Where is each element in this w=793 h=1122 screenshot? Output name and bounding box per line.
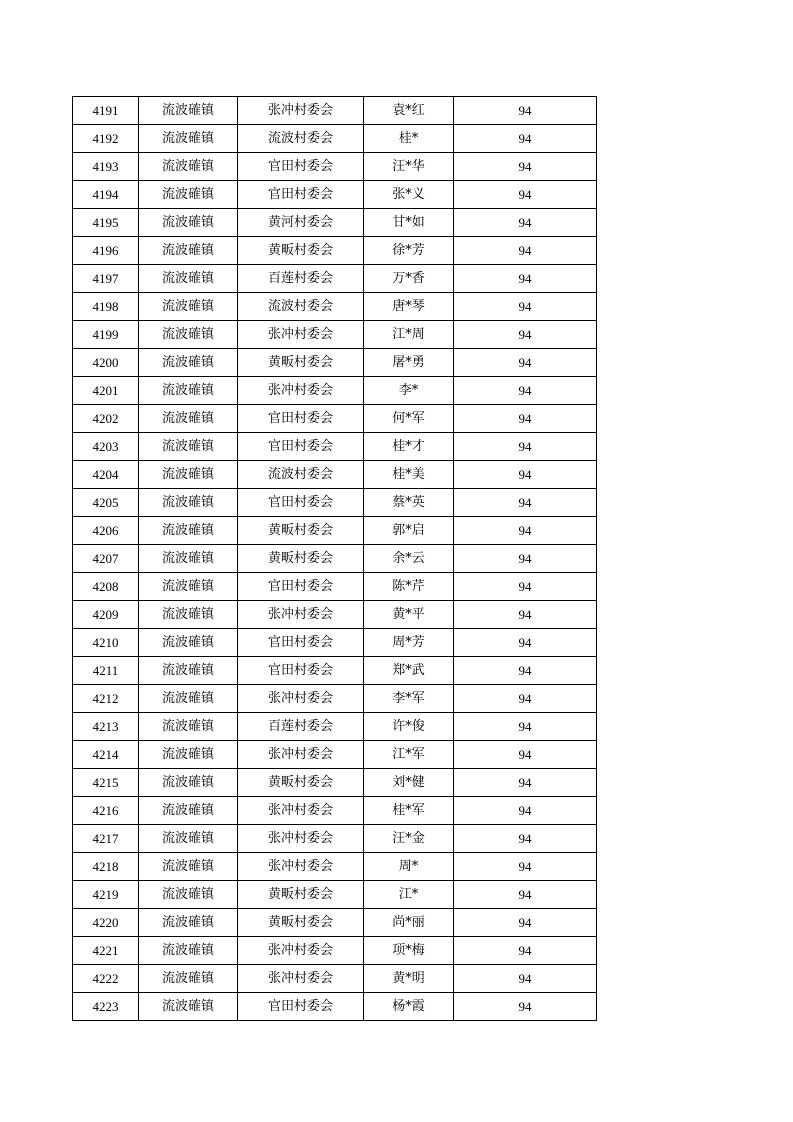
town-cell: 流波確镇 [139,209,238,237]
table-row [73,461,597,489]
town-cell: 流波確镇 [139,937,238,965]
row-number-cell: 4221 [73,937,139,965]
town-cell: 流波確镇 [139,349,238,377]
data-table [72,96,597,1021]
town-cell: 流波確镇 [139,741,238,769]
row-number-cell: 4219 [73,881,139,909]
town-cell: 流波確镇 [139,797,238,825]
score-cell: 94 [454,601,597,629]
name-cell: 汪*华 [364,153,454,181]
score-cell: 94 [454,741,597,769]
row-number-cell: 4214 [73,741,139,769]
name-cell: 万*香 [364,265,454,293]
name-cell: 杨*霞 [364,993,454,1021]
row-number-cell: 4215 [73,769,139,797]
town-cell: 流波確镇 [139,461,238,489]
village-cell: 张冲村委会 [238,377,364,405]
town-cell: 流波確镇 [139,713,238,741]
score-cell: 94 [454,461,597,489]
name-cell: 江*周 [364,321,454,349]
table-body [73,97,597,1021]
town-cell: 流波確镇 [139,405,238,433]
table-row [73,97,597,125]
row-number-cell: 4191 [73,97,139,125]
score-cell: 94 [454,853,597,881]
village-cell: 黄畈村委会 [238,349,364,377]
village-cell: 流波村委会 [238,461,364,489]
row-number-cell: 4207 [73,545,139,573]
score-cell: 94 [454,125,597,153]
town-cell: 流波確镇 [139,125,238,153]
name-cell: 徐*芳 [364,237,454,265]
score-cell: 94 [454,349,597,377]
row-number-cell: 4223 [73,993,139,1021]
score-cell: 94 [454,489,597,517]
village-cell: 黄畈村委会 [238,237,364,265]
table-row [73,405,597,433]
name-cell: 余*云 [364,545,454,573]
name-cell: 黄*明 [364,965,454,993]
town-cell: 流波確镇 [139,629,238,657]
name-cell: 甘*如 [364,209,454,237]
score-cell: 94 [454,209,597,237]
table-row [73,209,597,237]
score-cell: 94 [454,713,597,741]
name-cell: 李* [364,377,454,405]
name-cell: 许*俊 [364,713,454,741]
town-cell: 流波確镇 [139,825,238,853]
row-number-cell: 4211 [73,657,139,685]
name-cell: 何*军 [364,405,454,433]
score-cell: 94 [454,321,597,349]
row-number-cell: 4197 [73,265,139,293]
town-cell: 流波確镇 [139,909,238,937]
village-cell: 张冲村委会 [238,685,364,713]
table-row [73,825,597,853]
town-cell: 流波確镇 [139,265,238,293]
table-row [73,601,597,629]
row-number-cell: 4213 [73,713,139,741]
village-cell: 官田村委会 [238,433,364,461]
village-cell: 百莲村委会 [238,713,364,741]
score-cell: 94 [454,293,597,321]
village-cell: 流波村委会 [238,125,364,153]
village-cell: 张冲村委会 [238,97,364,125]
table-row [73,181,597,209]
name-cell: 桂*美 [364,461,454,489]
village-cell: 张冲村委会 [238,825,364,853]
town-cell: 流波確镇 [139,377,238,405]
town-cell: 流波確镇 [139,769,238,797]
row-number-cell: 4192 [73,125,139,153]
name-cell: 汪*金 [364,825,454,853]
town-cell: 流波確镇 [139,293,238,321]
table-row [73,153,597,181]
table-row [73,881,597,909]
table-row [73,293,597,321]
name-cell: 黄*平 [364,601,454,629]
village-cell: 官田村委会 [238,993,364,1021]
village-cell: 张冲村委会 [238,937,364,965]
score-cell: 94 [454,685,597,713]
table-row [73,909,597,937]
village-cell: 官田村委会 [238,153,364,181]
table-row [73,853,597,881]
village-cell: 黄畈村委会 [238,909,364,937]
name-cell: 刘*健 [364,769,454,797]
row-number-cell: 4217 [73,825,139,853]
name-cell: 屠*勇 [364,349,454,377]
name-cell: 江*军 [364,741,454,769]
town-cell: 流波確镇 [139,601,238,629]
village-cell: 张冲村委会 [238,601,364,629]
town-cell: 流波確镇 [139,657,238,685]
table-row [73,797,597,825]
score-cell: 94 [454,97,597,125]
table-row [73,937,597,965]
table-row [73,545,597,573]
village-cell: 黄畈村委会 [238,545,364,573]
row-number-cell: 4205 [73,489,139,517]
village-cell: 黄畈村委会 [238,881,364,909]
score-cell: 94 [454,405,597,433]
table-row [73,629,597,657]
score-cell: 94 [454,629,597,657]
table-row [73,237,597,265]
village-cell: 张冲村委会 [238,741,364,769]
row-number-cell: 4216 [73,797,139,825]
town-cell: 流波確镇 [139,181,238,209]
row-number-cell: 4218 [73,853,139,881]
row-number-cell: 4210 [73,629,139,657]
village-cell: 官田村委会 [238,573,364,601]
score-cell: 94 [454,657,597,685]
row-number-cell: 4194 [73,181,139,209]
score-cell: 94 [454,237,597,265]
village-cell: 黄畈村委会 [238,517,364,545]
score-cell: 94 [454,181,597,209]
score-cell: 94 [454,909,597,937]
village-cell: 官田村委会 [238,181,364,209]
village-cell: 张冲村委会 [238,853,364,881]
row-number-cell: 4196 [73,237,139,265]
table-row [73,433,597,461]
row-number-cell: 4203 [73,433,139,461]
name-cell: 郑*武 [364,657,454,685]
score-cell: 94 [454,881,597,909]
table-row [73,573,597,601]
row-number-cell: 4206 [73,517,139,545]
table-row [73,657,597,685]
score-cell: 94 [454,377,597,405]
score-cell: 94 [454,769,597,797]
village-cell: 黄畈村委会 [238,769,364,797]
score-cell: 94 [454,433,597,461]
town-cell: 流波確镇 [139,433,238,461]
name-cell: 江* [364,881,454,909]
score-cell: 94 [454,797,597,825]
town-cell: 流波確镇 [139,545,238,573]
row-number-cell: 4220 [73,909,139,937]
row-number-cell: 4200 [73,349,139,377]
table-row [73,377,597,405]
village-cell: 张冲村委会 [238,797,364,825]
town-cell: 流波確镇 [139,153,238,181]
village-cell: 官田村委会 [238,629,364,657]
name-cell: 尚*丽 [364,909,454,937]
town-cell: 流波確镇 [139,573,238,601]
row-number-cell: 4201 [73,377,139,405]
village-cell: 张冲村委会 [238,965,364,993]
table-row [73,769,597,797]
village-cell: 张冲村委会 [238,321,364,349]
table-row [73,489,597,517]
village-cell: 流波村委会 [238,293,364,321]
row-number-cell: 4204 [73,461,139,489]
table-row [73,265,597,293]
row-number-cell: 4199 [73,321,139,349]
name-cell: 桂* [364,125,454,153]
town-cell: 流波確镇 [139,965,238,993]
village-cell: 百莲村委会 [238,265,364,293]
score-cell: 94 [454,573,597,601]
table-row [73,321,597,349]
score-cell: 94 [454,937,597,965]
town-cell: 流波確镇 [139,881,238,909]
row-number-cell: 4202 [73,405,139,433]
name-cell: 桂*才 [364,433,454,461]
score-cell: 94 [454,993,597,1021]
village-cell: 官田村委会 [238,405,364,433]
row-number-cell: 4222 [73,965,139,993]
name-cell: 项*梅 [364,937,454,965]
table-row [73,741,597,769]
town-cell: 流波確镇 [139,517,238,545]
town-cell: 流波確镇 [139,489,238,517]
town-cell: 流波確镇 [139,685,238,713]
town-cell: 流波確镇 [139,321,238,349]
village-cell: 黄河村委会 [238,209,364,237]
score-cell: 94 [454,545,597,573]
name-cell: 袁*红 [364,97,454,125]
name-cell: 李*军 [364,685,454,713]
name-cell: 张*义 [364,181,454,209]
score-cell: 94 [454,153,597,181]
score-cell: 94 [454,825,597,853]
score-cell: 94 [454,517,597,545]
name-cell: 蔡*英 [364,489,454,517]
village-cell: 官田村委会 [238,657,364,685]
name-cell: 陈*芹 [364,573,454,601]
town-cell: 流波確镇 [139,97,238,125]
table-row [73,125,597,153]
row-number-cell: 4193 [73,153,139,181]
table-row [73,965,597,993]
table-row [73,685,597,713]
name-cell: 周*芳 [364,629,454,657]
score-cell: 94 [454,265,597,293]
row-number-cell: 4198 [73,293,139,321]
name-cell: 桂*军 [364,797,454,825]
village-cell: 官田村委会 [238,489,364,517]
row-number-cell: 4208 [73,573,139,601]
table-row [73,713,597,741]
town-cell: 流波確镇 [139,237,238,265]
name-cell: 唐*琴 [364,293,454,321]
town-cell: 流波確镇 [139,993,238,1021]
name-cell: 郭*启 [364,517,454,545]
table-row [73,349,597,377]
name-cell: 周* [364,853,454,881]
table-row [73,993,597,1021]
row-number-cell: 4195 [73,209,139,237]
score-cell: 94 [454,965,597,993]
table-row [73,517,597,545]
row-number-cell: 4212 [73,685,139,713]
town-cell: 流波確镇 [139,853,238,881]
row-number-cell: 4209 [73,601,139,629]
